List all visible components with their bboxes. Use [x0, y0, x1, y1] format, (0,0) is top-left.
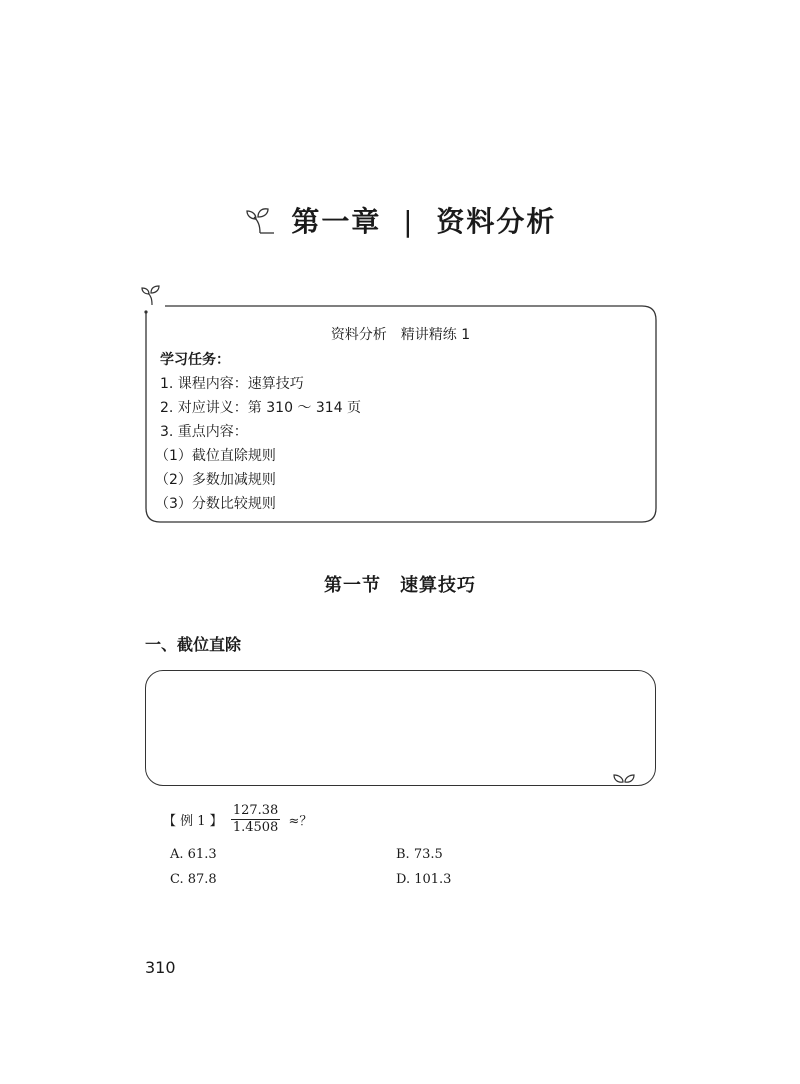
chapter-separator: | [403, 205, 415, 238]
example-suffix: ≈？ [288, 814, 313, 829]
example-question [163, 803, 312, 836]
example-fraction [231, 803, 281, 836]
chapter-number: 第一章 [291, 205, 382, 238]
page-number: 310 [145, 958, 176, 977]
option-b[interactable]: B. 73.5 [396, 847, 443, 862]
task-line: （2）多数加减规则 [155, 472, 276, 488]
option-a[interactable]: A. 61.3 [170, 847, 217, 862]
task-line: 2. 对应讲义：第 310 ～ 314 页 [160, 400, 362, 416]
note-box [145, 670, 656, 786]
fraction-denominator: 1.4508 [232, 820, 279, 835]
task-line: 3. 重点内容： [160, 424, 248, 440]
fraction-numerator: 127.38 [232, 803, 279, 818]
chapter-name: 资料分析 [436, 205, 557, 238]
example-label: 【 例 1 】 [163, 814, 223, 829]
sprout-icon [244, 205, 276, 242]
task-line: 1. 课程内容：速算技巧 [160, 376, 304, 392]
option-c[interactable]: C. 87.8 [170, 872, 217, 887]
subsection-title: 一、截位直除 [145, 635, 242, 654]
option-d[interactable]: D. 101.3 [396, 872, 452, 887]
task-label: 学习任务： [160, 352, 230, 368]
task-line: （3）分数比较规则 [155, 496, 276, 512]
chapter-title [0, 200, 800, 242]
section-title: 第一节 速算技巧 [324, 575, 476, 596]
leaf-icon [612, 770, 636, 789]
task-line: （1）截位直除规则 [155, 448, 276, 464]
task-heading: 资料分析 精讲精练 1 [330, 327, 471, 343]
